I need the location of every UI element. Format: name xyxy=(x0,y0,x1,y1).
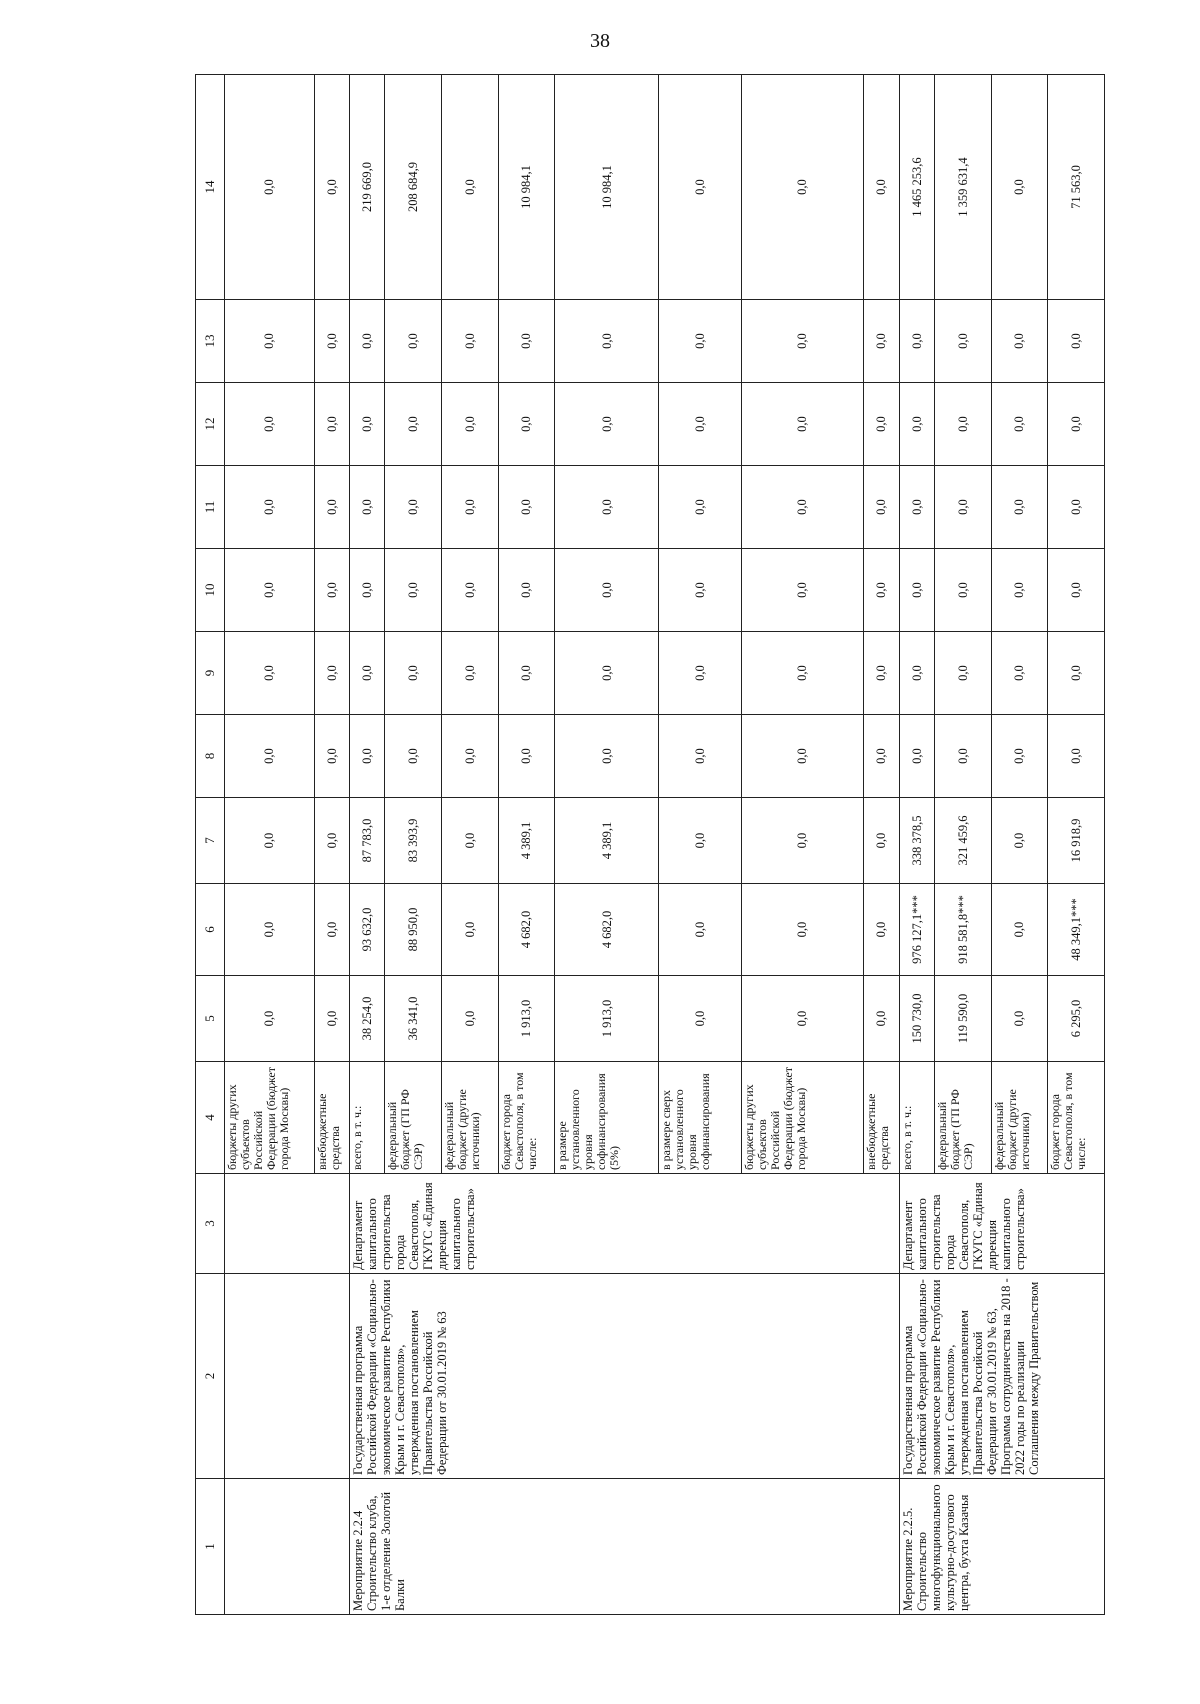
value-cell: 0,0 xyxy=(385,383,442,466)
value-cell: 0,0 xyxy=(899,632,934,715)
value-cell: 71 563,0 xyxy=(1048,75,1105,300)
value-cell: 0,0 xyxy=(741,383,864,466)
rotated-table-wrapper xyxy=(195,75,1105,1615)
value-cell: 0,0 xyxy=(314,549,349,632)
value-cell: 0,0 xyxy=(442,300,499,383)
value-cell: 219 669,0 xyxy=(350,75,385,300)
value-cell: 338 378,5 xyxy=(899,798,934,884)
value-cell: 0,0 xyxy=(350,715,385,798)
value-cell: 0,0 xyxy=(741,300,864,383)
value-cell: 0,0 xyxy=(991,466,1048,549)
value-cell: 0,0 xyxy=(864,466,899,549)
value-cell: 0,0 xyxy=(442,884,499,976)
value-cell: 0,0 xyxy=(659,798,742,884)
value-cell: 0,0 xyxy=(314,798,349,884)
program-cell xyxy=(225,1274,350,1479)
col-header: 7 xyxy=(196,798,225,884)
value-cell: 0,0 xyxy=(385,715,442,798)
col-header: 14 xyxy=(196,75,225,300)
value-cell: 0,0 xyxy=(442,715,499,798)
funding-source: федеральный бюджет (другие источники) xyxy=(442,1062,499,1174)
value-cell: 0,0 xyxy=(555,383,659,466)
col-header: 1 xyxy=(196,1479,225,1615)
col-header: 11 xyxy=(196,466,225,549)
value-cell: 0,0 xyxy=(225,383,315,466)
value-cell: 0,0 xyxy=(442,976,499,1062)
value-cell: 0,0 xyxy=(864,884,899,976)
value-cell: 0,0 xyxy=(555,300,659,383)
value-cell: 0,0 xyxy=(555,715,659,798)
col-header: 6 xyxy=(196,884,225,976)
value-cell: 0,0 xyxy=(864,632,899,715)
funding-source: бюджет города Севастополя, в том числе: xyxy=(498,1062,555,1174)
value-cell: 1 913,0 xyxy=(555,976,659,1062)
value-cell: 0,0 xyxy=(314,715,349,798)
value-cell: 0,0 xyxy=(225,632,315,715)
col-header: 3 xyxy=(196,1174,225,1274)
value-cell: 0,0 xyxy=(225,715,315,798)
value-cell: 0,0 xyxy=(659,976,742,1062)
col-header: 10 xyxy=(196,549,225,632)
value-cell: 0,0 xyxy=(442,75,499,300)
program-cell: Государственная программа Российской Федерации «Социально-экономическое развитие Республики Крым и г. Севастополя», утвержденная постановлением Правительства Российской Федерации от 30.01.2019 № 63, Программа сотрудничества на 2018 - 2022 годы по реализации Соглашения между Правительством xyxy=(899,1274,1104,1479)
value-cell: 0,0 xyxy=(899,300,934,383)
value-cell: 0,0 xyxy=(991,300,1048,383)
value-cell: 0,0 xyxy=(442,632,499,715)
funding-source: федеральный бюджет (ГП РФ СЭР) xyxy=(385,1062,442,1174)
funding-source: бюджет города Севастополя, в том числе: xyxy=(1048,1062,1105,1174)
value-cell: 119 590,0 xyxy=(935,976,992,1062)
value-cell: 6 295,0 xyxy=(1048,976,1105,1062)
value-cell: 0,0 xyxy=(314,75,349,300)
value-cell: 0,0 xyxy=(225,466,315,549)
value-cell: 0,0 xyxy=(1048,549,1105,632)
value-cell: 0,0 xyxy=(498,632,555,715)
value-cell: 0,0 xyxy=(659,715,742,798)
program-cell: Государственная программа Российской Федерации «Социально-экономическое развитие Республики Крым и г. Севастополя», утвержденная постановлением Правительства Российской Федерации от 30.01.2019 № 63 xyxy=(350,1274,900,1479)
value-cell: 0,0 xyxy=(498,300,555,383)
value-cell: 0,0 xyxy=(659,300,742,383)
value-cell: 0,0 xyxy=(385,300,442,383)
value-cell: 0,0 xyxy=(350,549,385,632)
value-cell: 0,0 xyxy=(498,383,555,466)
value-cell: 0,0 xyxy=(864,75,899,300)
value-cell: 0,0 xyxy=(659,383,742,466)
value-cell: 0,0 xyxy=(225,75,315,300)
value-cell: 0,0 xyxy=(899,549,934,632)
value-cell: 10 984,1 xyxy=(555,75,659,300)
value-cell: 0,0 xyxy=(864,549,899,632)
value-cell: 0,0 xyxy=(991,976,1048,1062)
measure-cell: Мероприятие 2.2.4 Строительство клуба, 1-е отделение Золотой Балки xyxy=(350,1479,900,1615)
header-row xyxy=(196,75,225,1615)
value-cell: 83 393,9 xyxy=(385,798,442,884)
value-cell: 0,0 xyxy=(741,632,864,715)
value-cell: 0,0 xyxy=(935,632,992,715)
value-cell: 4 389,1 xyxy=(555,798,659,884)
value-cell: 0,0 xyxy=(991,798,1048,884)
value-cell: 0,0 xyxy=(659,75,742,300)
value-cell: 38 254,0 xyxy=(350,976,385,1062)
value-cell: 0,0 xyxy=(385,466,442,549)
value-cell: 0,0 xyxy=(350,466,385,549)
value-cell: 0,0 xyxy=(659,466,742,549)
value-cell: 0,0 xyxy=(991,884,1048,976)
value-cell: 0,0 xyxy=(741,549,864,632)
value-cell: 16 918,9 xyxy=(1048,798,1105,884)
value-cell: 0,0 xyxy=(991,549,1048,632)
value-cell: 0,0 xyxy=(991,383,1048,466)
value-cell: 0,0 xyxy=(314,976,349,1062)
value-cell: 0,0 xyxy=(385,549,442,632)
measure-cell: Мероприятие 2.2.5. Строительство многофункционального культурно-досугового центра, бухта Казачья xyxy=(899,1479,1104,1615)
col-header: 4 xyxy=(196,1062,225,1174)
value-cell: 0,0 xyxy=(659,884,742,976)
value-cell: 4 682,0 xyxy=(555,884,659,976)
value-cell: 0,0 xyxy=(935,549,992,632)
funding-source: всего, в т. ч.: xyxy=(899,1062,934,1174)
value-cell: 0,0 xyxy=(864,383,899,466)
value-cell: 93 632,0 xyxy=(350,884,385,976)
value-cell: 0,0 xyxy=(864,300,899,383)
value-cell: 0,0 xyxy=(899,715,934,798)
value-cell: 0,0 xyxy=(442,383,499,466)
value-cell: 0,0 xyxy=(350,632,385,715)
value-cell: 0,0 xyxy=(314,884,349,976)
value-cell: 4 389,1 xyxy=(498,798,555,884)
value-cell: 0,0 xyxy=(741,466,864,549)
value-cell: 150 730,0 xyxy=(899,976,934,1062)
value-cell: 1 913,0 xyxy=(498,976,555,1062)
value-cell: 0,0 xyxy=(225,549,315,632)
col-header: 12 xyxy=(196,383,225,466)
funding-source: федеральный бюджет (другие источники) xyxy=(991,1062,1048,1174)
value-cell: 0,0 xyxy=(442,549,499,632)
value-cell: 0,0 xyxy=(991,632,1048,715)
col-header: 13 xyxy=(196,300,225,383)
funding-source: внебюджетные средства xyxy=(864,1062,899,1174)
value-cell: 0,0 xyxy=(741,75,864,300)
value-cell: 0,0 xyxy=(314,632,349,715)
value-cell: 0,0 xyxy=(659,549,742,632)
value-cell: 0,0 xyxy=(225,798,315,884)
value-cell: 0,0 xyxy=(442,466,499,549)
funding-source: федеральный бюджет (ГП РФ СЭР) xyxy=(935,1062,992,1174)
value-cell: 0,0 xyxy=(935,715,992,798)
value-cell: 0,0 xyxy=(225,976,315,1062)
value-cell: 0,0 xyxy=(1048,383,1105,466)
value-cell: 0,0 xyxy=(991,75,1048,300)
value-cell: 88 950,0 xyxy=(385,884,442,976)
value-cell: 36 341,0 xyxy=(385,976,442,1062)
col-header: 8 xyxy=(196,715,225,798)
funding-source: всего, в т. ч.: xyxy=(350,1062,385,1174)
value-cell: 321 459,6 xyxy=(935,798,992,884)
value-cell: 10 984,1 xyxy=(498,75,555,300)
table-row xyxy=(350,75,385,1615)
value-cell: 0,0 xyxy=(864,798,899,884)
value-cell: 0,0 xyxy=(864,976,899,1062)
executor-cell: Департамент капитального строительства города Севастополя, ГКУГС «Единая дирекция капитального строительства» xyxy=(899,1174,1104,1274)
value-cell: 0,0 xyxy=(741,798,864,884)
executor-cell: Департамент капитального строительства города Севастополя, ГКУГС «Единая дирекция капитального строительства» xyxy=(350,1174,900,1274)
value-cell: 0,0 xyxy=(741,715,864,798)
value-cell: 976 127,1*** xyxy=(899,884,934,976)
value-cell: 0,0 xyxy=(314,466,349,549)
value-cell: 0,0 xyxy=(935,466,992,549)
value-cell: 0,0 xyxy=(225,884,315,976)
value-cell: 0,0 xyxy=(935,383,992,466)
col-header: 2 xyxy=(196,1274,225,1479)
value-cell: 0,0 xyxy=(1048,632,1105,715)
funding-source: в размере сверх установленного уровня софинансирования xyxy=(659,1062,742,1174)
value-cell: 48 349,1*** xyxy=(1048,884,1105,976)
funding-source: бюджеты других субъектов Российской Федерации (бюджет города Москвы) xyxy=(225,1062,315,1174)
executor-cell xyxy=(225,1174,350,1274)
value-cell: 0,0 xyxy=(442,798,499,884)
value-cell: 0,0 xyxy=(225,300,315,383)
value-cell: 87 783,0 xyxy=(350,798,385,884)
page-number: 38 xyxy=(590,30,610,52)
value-cell: 0,0 xyxy=(314,300,349,383)
measure-cell xyxy=(225,1479,350,1615)
value-cell: 1 465 253,6 xyxy=(899,75,934,300)
value-cell: 0,0 xyxy=(741,884,864,976)
table-row xyxy=(899,75,934,1615)
budget-table xyxy=(195,74,1105,1615)
value-cell: 0,0 xyxy=(899,466,934,549)
value-cell: 0,0 xyxy=(555,549,659,632)
value-cell: 0,0 xyxy=(864,715,899,798)
value-cell: 0,0 xyxy=(385,632,442,715)
value-cell: 0,0 xyxy=(350,383,385,466)
value-cell: 208 684,9 xyxy=(385,75,442,300)
value-cell: 0,0 xyxy=(498,549,555,632)
value-cell: 1 359 631,4 xyxy=(935,75,992,300)
value-cell: 0,0 xyxy=(659,632,742,715)
value-cell: 4 682,0 xyxy=(498,884,555,976)
value-cell: 918 581,8*** xyxy=(935,884,992,976)
col-header: 5 xyxy=(196,976,225,1062)
funding-source: бюджеты других субъектов Российской Федерации (бюджет города Москвы) xyxy=(741,1062,864,1174)
value-cell: 0,0 xyxy=(899,383,934,466)
value-cell: 0,0 xyxy=(1048,466,1105,549)
funding-source: в размере установленного уровня софинансирования (5%) xyxy=(555,1062,659,1174)
value-cell: 0,0 xyxy=(1048,715,1105,798)
value-cell: 0,0 xyxy=(935,300,992,383)
value-cell: 0,0 xyxy=(555,466,659,549)
table-row xyxy=(225,75,315,1615)
value-cell: 0,0 xyxy=(498,715,555,798)
funding-source: внебюджетные средства xyxy=(314,1062,349,1174)
value-cell: 0,0 xyxy=(314,383,349,466)
value-cell: 0,0 xyxy=(741,976,864,1062)
value-cell: 0,0 xyxy=(350,300,385,383)
value-cell: 0,0 xyxy=(555,632,659,715)
value-cell: 0,0 xyxy=(498,466,555,549)
value-cell: 0,0 xyxy=(1048,300,1105,383)
col-header: 9 xyxy=(196,632,225,715)
value-cell: 0,0 xyxy=(991,715,1048,798)
